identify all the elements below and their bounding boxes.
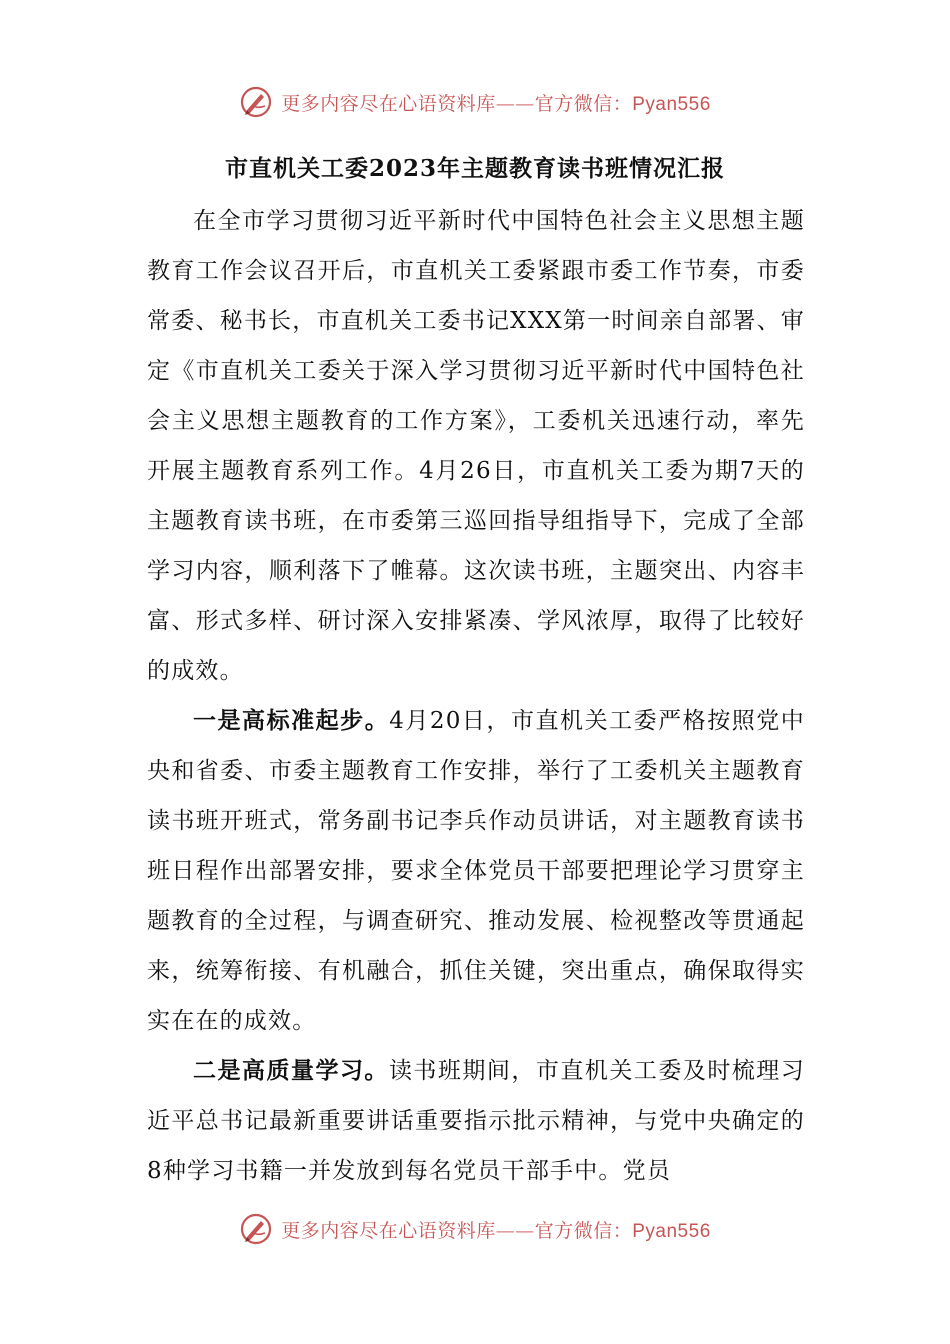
- document-title: 市直机关工委2023年主题教育读书班情况汇报: [224, 155, 725, 182]
- watermark-banner-top: [0, 82, 950, 122]
- paragraph-intro: 在全市学习贯彻习近平新时代中国特色社会主义思想主题教育工作会议召开后，市直机关工委紧跟市委工作节奏，市委常委、秘书长，市直机关工委书记XXX第一时间亲自部署、审定《市直机关工委关于深入学习贯彻习近平新时代中国特色社会主义思想主题教育的工作方案》，工委机关迅速行动，率先开展主题教育系列工作。4月26日，市直机关工委为期7天的主题教育读书班，在市委第三巡回指导组指导下，完成了全部学习内容，顺利落下了帷幕。这次读书班，主题突出、内容丰富、形式多样、研讨深入安排紧凑、学风浓厚，取得了比较好的成效。: [147, 208, 805, 684]
- watermark-banner-bottom: [0, 1209, 950, 1249]
- paragraph-lead: 一是高标准起步。: [193, 707, 390, 734]
- watermark-text: 更多内容尽在心语资料库——官方微信：Pyan556: [281, 92, 711, 115]
- paragraph-lead: 二是高质量学习。: [193, 1057, 389, 1084]
- document-body: [147, 196, 805, 1196]
- pen-circle-logo-icon: [239, 1212, 273, 1246]
- watermark-text: 更多内容尽在心语资料库——官方微信：Pyan556: [281, 1219, 711, 1242]
- paragraph-point-two: 二是高质量学习。读书班期间，市直机关工委及时梳理习近平总书记最新重要讲话重要指示批示精神，与党中央确定的8种学习书籍一并发放到每名党员干部手中。党员: [147, 1057, 805, 1184]
- paragraph-point-one: 一是高标准起步。4月20日，市直机关工委严格按照党中央和省委、市委主题教育工作安排，举行了工委机关主题教育读书班开班式，常务副书记李兵作动员讲话，对主题教育读书班日程作出部署安排，要求全体党员干部要把理论学习贯穿主题教育的全过程，与调查研究、推动发展、检视整改等贯通起来，统筹衔接、有机融合，抓住关键，突出重点，确保取得实实在在的成效。: [147, 707, 805, 1034]
- pen-circle-logo-icon: [239, 85, 273, 119]
